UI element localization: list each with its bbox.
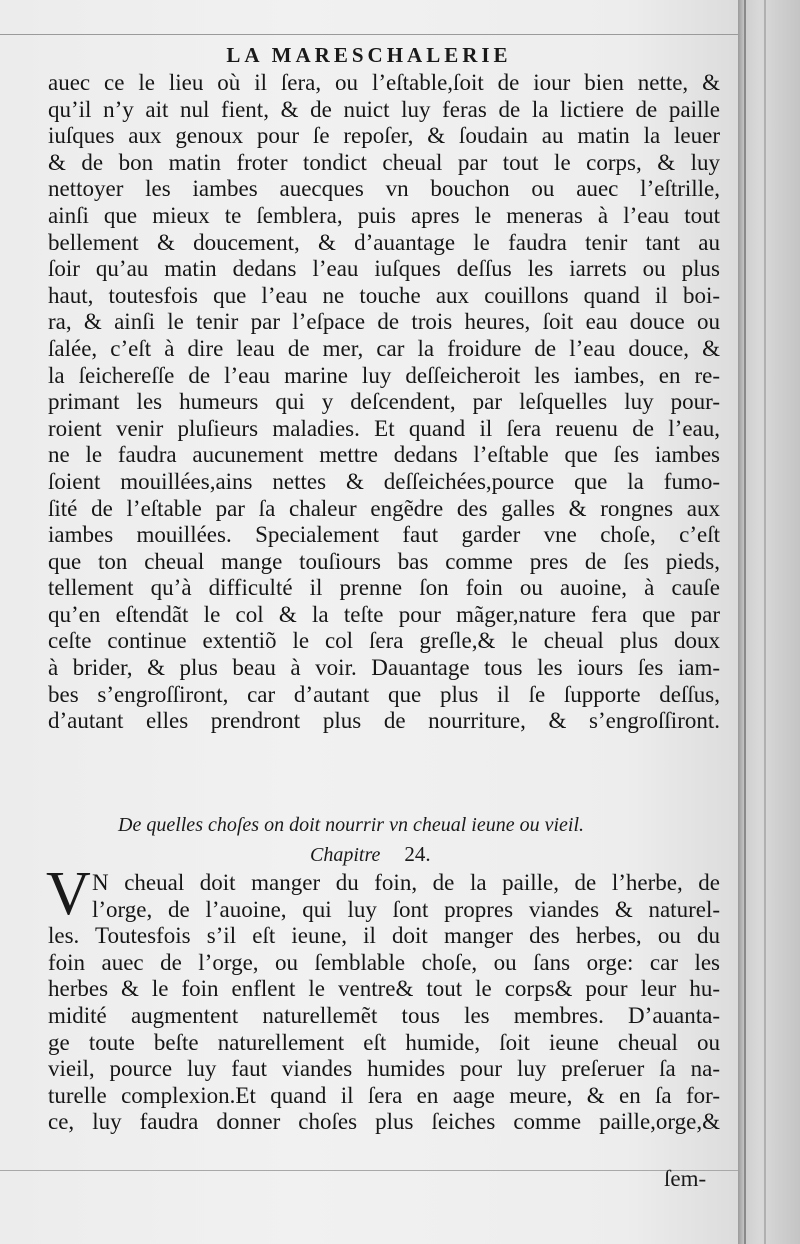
- text-line: ne le faudra aucunement mettre dedans l’eſtable que ſes iambes: [48, 442, 720, 468]
- text-line: ſalée, c’eſt à dire leau de mer, car la froidure de l’eau douce, &: [48, 335, 720, 361]
- text-line: foin auec de l’orge, ou ſemblable choſe, ou ſans orge: car les: [48, 949, 720, 975]
- text-line: iambes mouillées. Specialement faut garder vne choſe, c’eſt: [48, 522, 720, 548]
- chapter-title: [310, 842, 431, 867]
- text-line: qu’en eſtendãt le col & la teſte pour mãger,nature fera que par: [48, 601, 720, 627]
- text-line: primant les humeurs qui y deſcendent, par leſquelles luy pour-: [48, 389, 720, 415]
- text-line: que ton cheual mange touſiours bas comme pres de ſes pieds,: [48, 548, 720, 574]
- text-line: vieil, pource luy faut viandes humides pour luy preſeruer ſa na-: [48, 1056, 720, 1082]
- text-line: auec ce le lieu où il ſera, ou l’eſtable,ſoit de iour bien nette, &: [48, 70, 720, 95]
- text-line: à brider, & plus beau à voir. Dauantage tous les iours ſes iam-: [48, 655, 720, 681]
- text-line: les. Toutesfois s’il eſt ieune, il doit manger des herbes, ou du: [48, 923, 720, 949]
- paragraph-1: [48, 70, 720, 735]
- text-line: roient venir pluſieurs maladies. Et quand il ſera reuenu de l’eau,: [48, 415, 720, 441]
- text-line: ſoir qu’au matin dedans l’eau iuſques deſſus les iarrets ou plus: [48, 256, 720, 282]
- text-line: & de bon matin froter tondict cheual par tout le corps, & luy: [48, 149, 720, 175]
- text-line: iuſques aux genoux pour ſe repoſer, & ſoudain au matin la leuer: [48, 123, 720, 149]
- text-line: haut, toutesfois que l’eau ne touche aux couillons quand il boi-: [48, 282, 720, 308]
- text-line: la ſeichereſſe de l’eau marine luy deſſeicheroit les iambes, en re-: [48, 362, 720, 388]
- text-line: turelle complexion.Et quand il ſera en aage meure, & en ſa for-: [48, 1082, 720, 1108]
- chapter-number: 24.: [404, 842, 431, 866]
- text-line: nettoyer les iambes auecques vn bouchon ou auec l’eſtrille,: [48, 176, 720, 202]
- running-head: LA MARESCHALERIE: [226, 43, 512, 67]
- catchword: ſem-: [664, 1166, 707, 1191]
- bottom-rule: [0, 1170, 738, 1171]
- text-line: bellement & doucement, & d’auantage le faudra tenir tant au: [48, 229, 720, 255]
- text-line: ge toute beſte naturellement eſt humide, ſoit ieune cheual ou: [48, 1029, 720, 1055]
- text-line: tellement qu’à difficulté il prenne ſon foin ou auoine, à cauſe: [48, 575, 720, 601]
- text-line: d’autant elles prendront plus de nourriture, & s’engroſſiront.: [48, 708, 720, 734]
- text-line: herbes & le foin enflent le ventre& tout le corps& pour leur hu-: [48, 976, 720, 1002]
- text-line: ainſi que mieux te ſemblera, puis apres le meneras à l’eau tout: [48, 202, 720, 228]
- text-line: ſité de l’eſtable par ſa chaleur engẽdre des galles & rongnes aux: [48, 495, 720, 521]
- text-line: ceſte continue extentiõ le col ſera greſle,& le cheual plus doux: [48, 628, 720, 654]
- chapter-heading: De quelles choſes on doit nourrir vn cheual ieune ou vieil.: [118, 814, 585, 836]
- page-gutter: [738, 0, 800, 1244]
- drop-cap: V: [46, 860, 91, 928]
- paragraph-2: [48, 870, 720, 1136]
- text-line: midité augmentent naturellemẽt tous les membres. D’auanta-: [48, 1002, 720, 1028]
- text-line: ce, luy faudra donner choſes plus ſeiches comme paille,orge,&: [48, 1109, 720, 1135]
- text-line: bes s’engroſſiront, car d’autant que plus il ſe ſupporte deſſus,: [48, 681, 720, 707]
- text-line: ſoient mouillées,ains nettes & deſſeichées,pource que la fumo-: [48, 468, 720, 494]
- text-line: l’orge, de l’auoine, qui luy ſont propres viandes & naturel-: [92, 896, 720, 922]
- top-rule: [0, 34, 738, 35]
- text-line: N cheual doit manger du foin, de la paille, de l’herbe, de: [92, 870, 720, 895]
- text-line: ra, & ainſi le tenir par l’eſpace de trois heures, ſoit eau douce ou: [48, 309, 720, 335]
- chapter-label: Chapitre: [310, 844, 381, 866]
- page-edge: [764, 0, 766, 1244]
- page-edge: [744, 0, 746, 1244]
- text-line: qu’il n’y ait nul fient, & de nuict luy feras de la lictiere de paille: [48, 96, 720, 122]
